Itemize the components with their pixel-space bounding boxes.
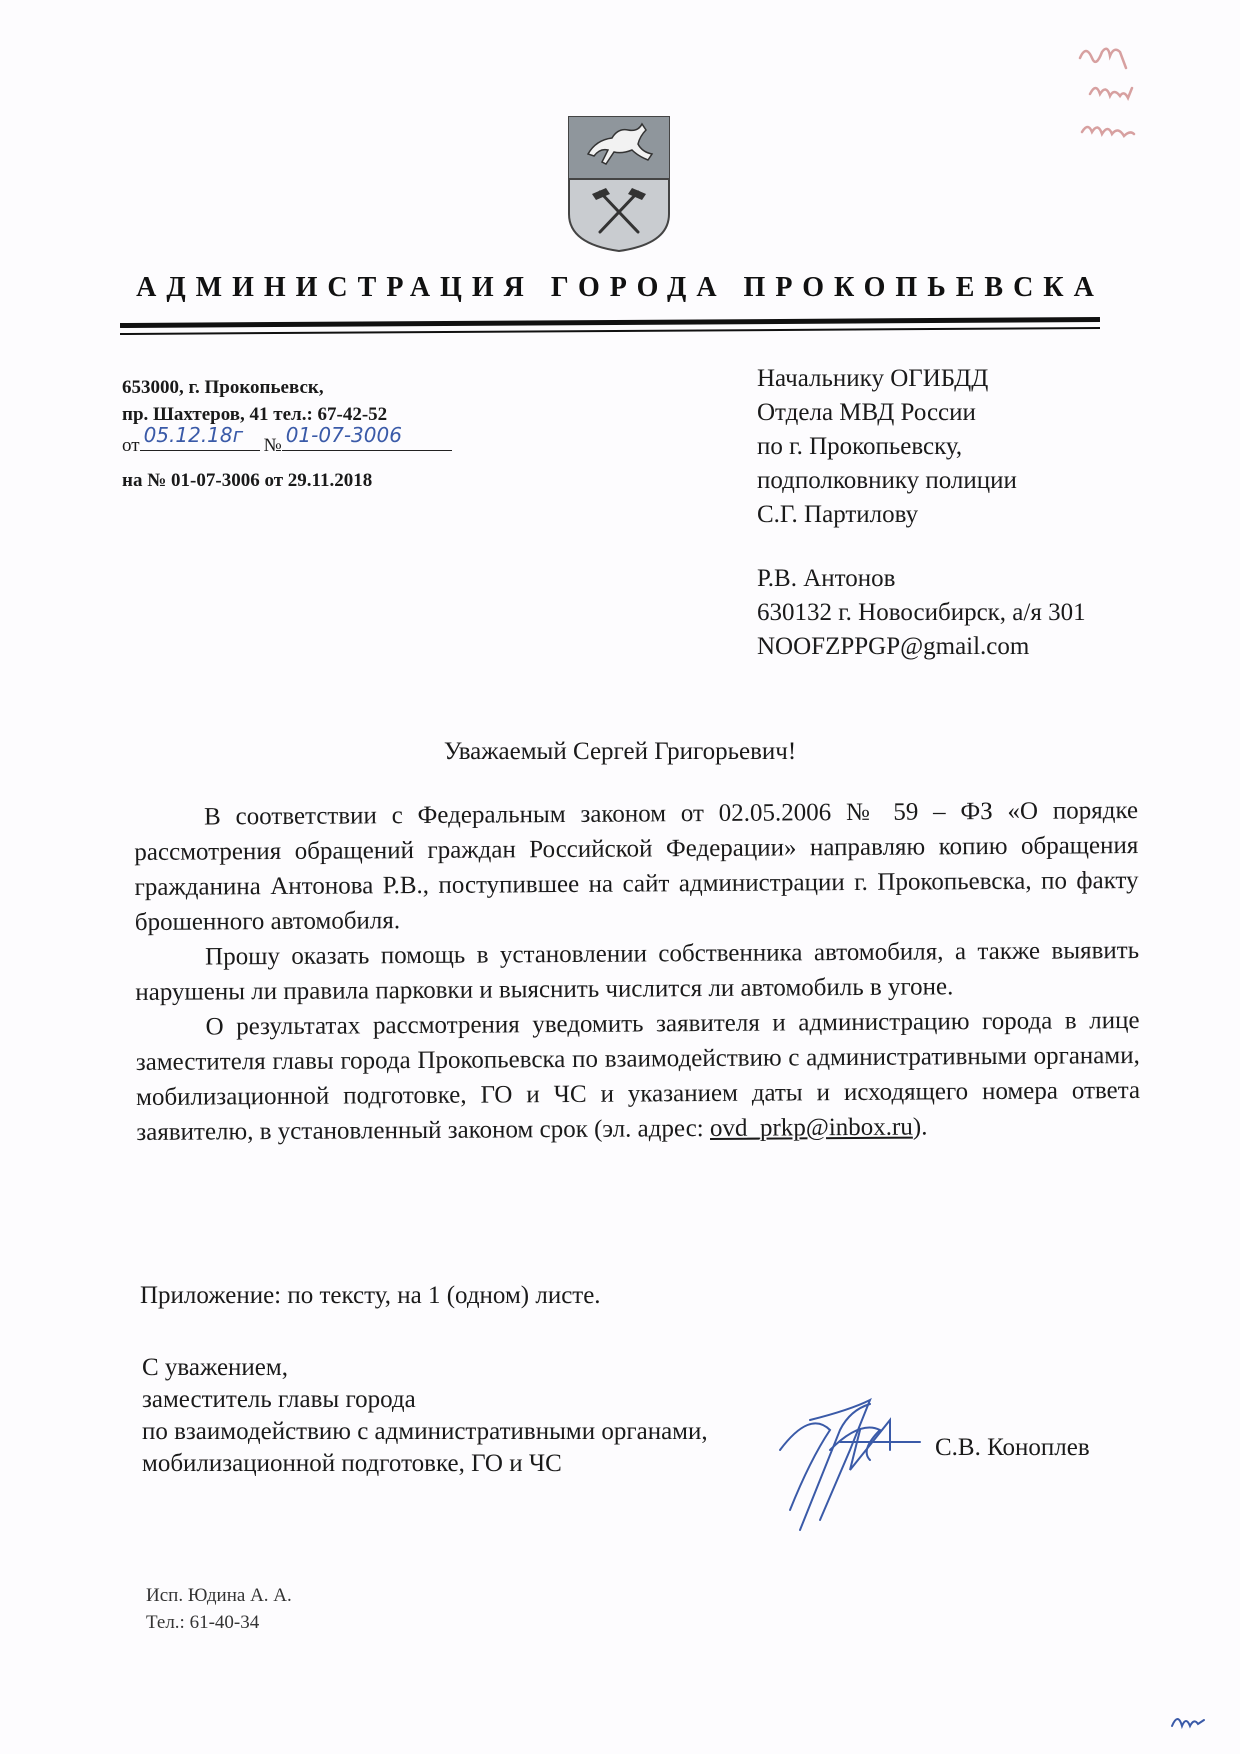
- copy-recipient-name: Р.В. Антонов: [757, 565, 896, 592]
- closing-line2: заместитель главы города: [142, 1386, 416, 1413]
- handwritten-initials-icon: [1168, 1708, 1208, 1732]
- sender-address-line2: пр. Шахтеров, 41 тел.: 67-42-52: [122, 404, 388, 425]
- closing-line1: С уважением,: [142, 1354, 288, 1381]
- addressee-line5: С.Г. Партилову: [757, 501, 919, 528]
- closing-block: [142, 1352, 708, 1480]
- body-paragraph-3: [135, 1003, 1140, 1150]
- number-prefix: №: [263, 435, 282, 456]
- executor-name: Исп. Юдина А. А.: [146, 1585, 292, 1606]
- body-paragraph-3-end: ).: [912, 1113, 928, 1141]
- header-divider-thick: [120, 317, 1100, 328]
- addressee-line4: подполковнику полиции: [757, 467, 1017, 494]
- handwritten-note-icon: [1070, 36, 1200, 146]
- closing-line4: мобилизационной подготовке, ГО и ЧС: [142, 1450, 562, 1477]
- body-paragraph-2: Прошу оказать помощь в установлении собственника автомобиля, а также выявить нарушены ли правила парковки и выяснить числится ли автомобиль в угоне.: [135, 936, 1140, 1006]
- addressee-gap: [757, 532, 1197, 562]
- addressee-block: [757, 362, 1197, 664]
- sender-block: [122, 374, 582, 459]
- handwritten-date: 05.12.18г: [143, 423, 244, 447]
- addressee-line1: Начальнику ОГИБДД: [757, 365, 989, 392]
- date-field: [140, 423, 260, 451]
- response-email-link[interactable]: ovd_prkp@inbox.ru: [709, 1113, 913, 1142]
- handwritten-signature-icon: [770, 1390, 930, 1540]
- addressee-line2: Отдела МВД России: [757, 399, 976, 426]
- organization-title: АДМИНИСТРАЦИЯ ГОРОДА ПРОКОПЬЕВСКА: [136, 272, 1104, 303]
- salutation: Уважаемый Сергей Григорьевич!: [443, 738, 797, 765]
- body-paragraph-3-text: О результатах рассмотрения уведомить заявителя и администрацию города в лице заместителя главы города Прокопьевска по взаимодействию с административными органами, мобилизационной подготовке, ГО и ЧС и указанием даты и исходящего номера ответа заявителю, в установленный законом срок (эл. адрес:: [135, 1006, 1141, 1146]
- sender-address-line1: 653000, г. Прокопьевск,: [122, 377, 324, 398]
- date-prefix: от: [122, 435, 140, 456]
- letter-body: [134, 793, 1140, 1150]
- handwritten-number: 01-07-3006: [285, 423, 402, 447]
- attachment-note: Приложение: по тексту, на 1 (одном) листе.: [140, 1282, 601, 1309]
- signer-name: С.В. Коноплев: [935, 1434, 1090, 1461]
- outgoing-reference: [122, 423, 582, 459]
- reply-reference: на № 01-07-3006 от 29.11.2018: [122, 470, 373, 491]
- executor-block: [146, 1582, 292, 1636]
- executor-phone: Тел.: 61-40-34: [146, 1612, 260, 1633]
- header-divider-thin: [120, 327, 1100, 335]
- copy-recipient-address: 630132 г. Новосибирск, а/я 301: [757, 599, 1086, 626]
- copy-recipient-email: NOOFZPPGP@gmail.com: [757, 633, 1030, 660]
- number-field: [282, 423, 452, 451]
- body-paragraph-1: В соответствии с Федеральным законом от 02.05.2006 № 59 – ФЗ «О порядке рассмотрения обращений граждан Российской Федерации» направляю копию обращения гражданина Антонова Р.В., поступившее на сайт администрации г. Прокопьевска, по факту брошенного автомобиля.: [134, 796, 1139, 936]
- addressee-line3: по г. Прокопьевску,: [757, 433, 963, 460]
- closing-line3: по взаимодействию с административными органами,: [142, 1418, 708, 1445]
- coat-of-arms-icon: [566, 114, 672, 254]
